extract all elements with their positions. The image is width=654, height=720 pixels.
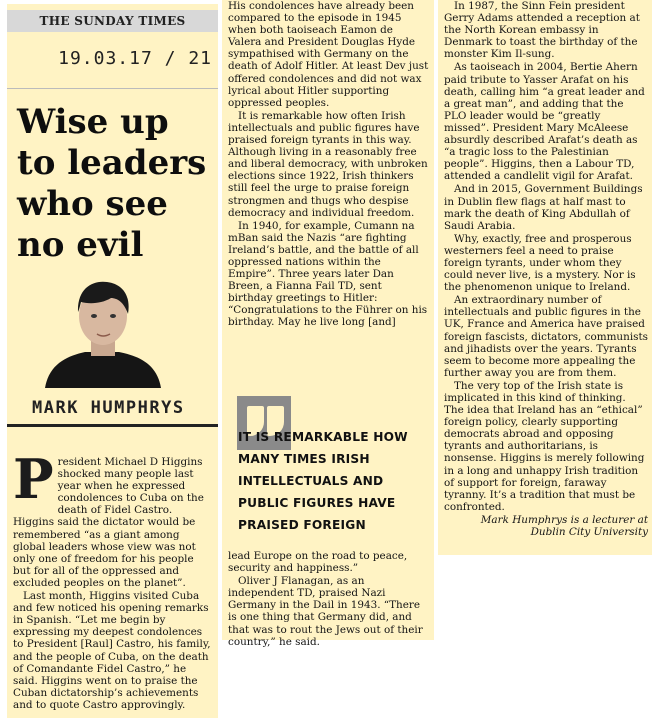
headline-line: to leaders xyxy=(17,143,207,183)
dateline: 19.03.17 / 21 xyxy=(58,48,212,69)
article-body-col1 xyxy=(13,447,213,712)
paragraph: Oliver J Flanagan, as an independent TD, praised Nazi Germany in the Dail in 1943. “There is one thing that Germany did, and that was to rout the Jews out of their country,” he said. xyxy=(228,575,423,648)
column-3 xyxy=(438,0,652,555)
author-photo xyxy=(27,272,177,388)
pull-quote-line: PUBLIC FIGURES HAVE xyxy=(238,496,396,510)
paragraph: The very top of the Irish state is implicated in this kind of thinking. The idea that Ireland has an “ethical” foreign policy, clearly supporting democrats abroad and opposing tyrants and authoritarians, is nonsense. Higgins is merely following in a long and unhappy Irish tradition of support for foreign, faraway tyranny. It’s a tradition that must be confronted. xyxy=(444,379,645,513)
paragraph: As taoiseach in 2004, Bertie Ahern paid tribute to Yasser Arafat on his death, calling him “a great leader and a great man”, and adding that the PLO leader would be “greatly missed”. President Mary McAleese absurdly described Arafat’s death as “a tragic loss to the Palestinian people”. Higgins, then a Labour TD, attended a candlelit vigil for Arafat. xyxy=(444,61,645,183)
author-bio-line: Dublin City University xyxy=(530,526,648,539)
paragraph: In 1987, the Sinn Fein president Gerry Adams attended a reception at the North Korean embassy in Denmark to toast the birthday of the monster Kim Il-sung. xyxy=(444,0,640,61)
paragraph: It is remarkable how often Irish intellectuals and public figures have praised foreign tyrants in this way. Although living in a reasonably free and liberal democracy, with unbroken elections since 1922, Irish thinkers still feel the urge to praise foreign strongmen and thugs who despise democracy and individual freedom. xyxy=(228,109,428,219)
drop-cap: P xyxy=(13,447,54,511)
byline: MARK HUMPHRYS xyxy=(32,398,185,418)
article-body-col2-continued xyxy=(228,550,429,649)
column-1 xyxy=(7,4,218,718)
column-2-continuation xyxy=(222,540,434,648)
pull-quote-line: INTELLECTUALS AND xyxy=(238,474,384,488)
pull-quote-line: MANY TIMES IRISH xyxy=(238,452,370,466)
headline-line: no evil xyxy=(17,225,144,265)
pull-quote xyxy=(238,426,430,558)
author-bio-line: Mark Humphrys is a lecturer at xyxy=(480,513,648,526)
article-body-col3 xyxy=(444,0,648,538)
article-body-col2 xyxy=(228,0,429,330)
paragraph: His condolences have already been compared to the episode in 1945 when both taoiseach Eamon de Valera and President Douglas Hyde sympathised with Germany on the death of Adolf Hitler. At least Dev just offered condolences and did not wax lyrical about Hitler supporting oppressed peoples. xyxy=(228,0,429,109)
paragraph: lead Europe on the road to peace, security and happiness.” xyxy=(228,550,408,575)
author-bio xyxy=(444,514,648,538)
headline-line: who see xyxy=(17,184,168,224)
pull-quote-line: IT IS REMARKABLE HOW xyxy=(238,430,408,444)
headline-line: Wise up xyxy=(17,102,169,142)
headline xyxy=(17,102,212,266)
paragraph: resident Michael D Higgins shocked many people last year when he expressed condolences to Cuba on the death of Fidel Castro. Higgins said the dictator would be remembered “as a giant among global leaders whose view was not only one of freedom for his people but for all of the oppressed and excluded peoples on the planet”. xyxy=(13,456,204,589)
paragraph: Last month, Higgins visited Cuba and few noticed his opening remarks in Spanish. “Let me begin by expressing my deepest condolences to President [Raul] Castro, his family, and the people of Cuba, on the death of Comandante Fidel Castro,” he said. Higgins went on to praise the Cuban dictatorship’s achievements and to quote Castro approvingly. xyxy=(13,590,211,711)
column-2 xyxy=(222,0,434,390)
masthead: THE SUNDAY TIMES xyxy=(7,10,218,32)
paragraph: An extraordinary number of intellectuals and public figures in the UK, France and America have praised foreign fascists, dictators, communists and jihadists over the years. Tyrants seem to become more appealing the further away you are from them. xyxy=(444,294,648,379)
divider xyxy=(7,424,218,427)
pull-quote-line: PRAISED FOREIGN xyxy=(238,518,366,532)
pull-quote-box xyxy=(222,390,434,540)
divider xyxy=(7,88,218,89)
paragraph: Why, exactly, free and prosperous westerners feel a need to praise foreign tyrants, under whom they could never live, is a mystery. Nor is the phenomenon unique to Ireland. xyxy=(444,232,636,294)
paragraph: In 1940, for example, Cumann na mBan said the Nazis “are fighting Ireland’s battle, and the battle of all oppressed nations within the Empire”. Three years later Dan Breen, a Fianna Fail TD, sent birthday greetings to Hitler: “Congratulations to the Führer on his birthday. May he live long [and] xyxy=(228,219,428,329)
paragraph: And in 2015, Government Buildings in Dublin flew flags at half mast to mark the death of King Abdullah of Saudi Arabia. xyxy=(444,183,643,232)
